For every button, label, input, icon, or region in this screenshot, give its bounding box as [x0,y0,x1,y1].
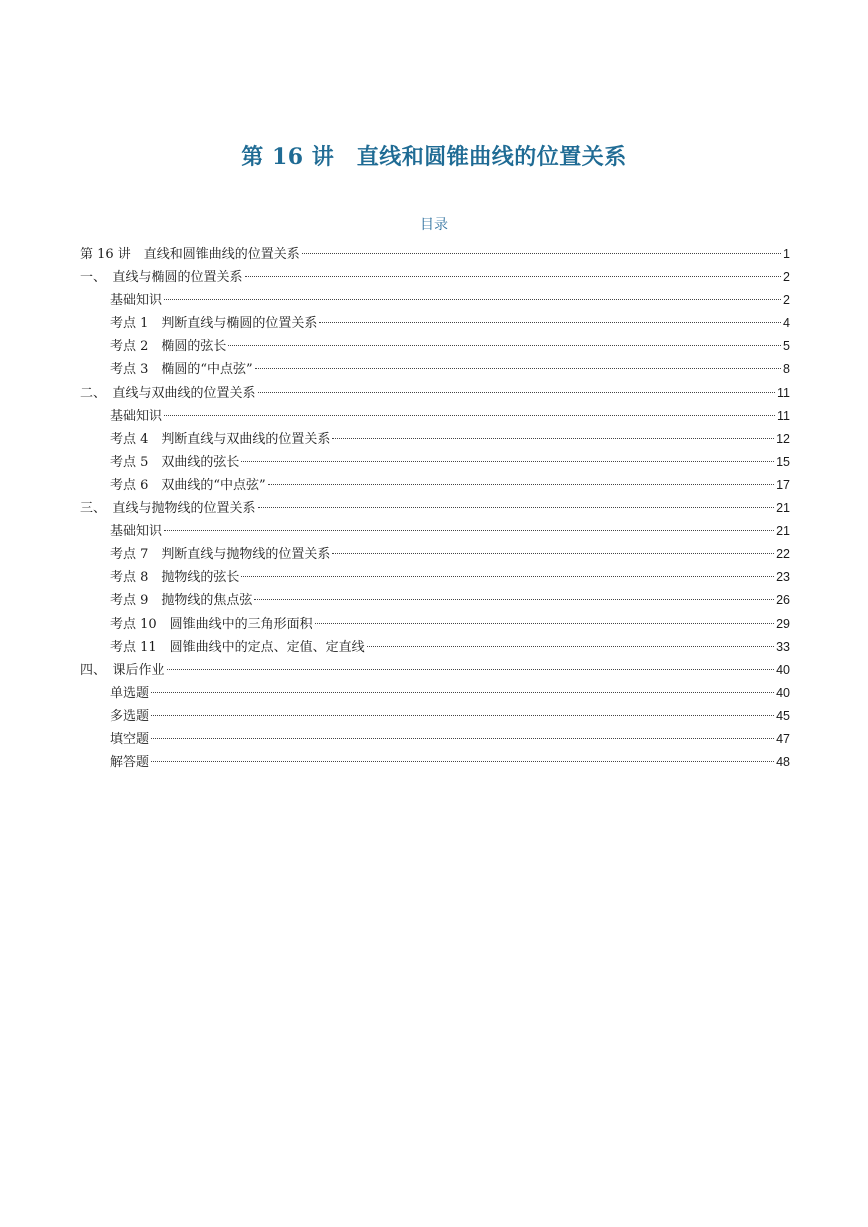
toc-entry-page: 45 [776,708,790,723]
toc-entry[interactable] [80,566,790,589]
toc-entry-page: 11 [777,385,790,400]
toc-entry-label: 基础知识 [110,408,163,424]
toc-entry-page: 17 [776,477,790,492]
toc-leader [255,368,781,369]
toc-entry-page: 8 [783,362,790,377]
toc-entry-page: 21 [776,501,790,516]
toc-entry-label: 考点 6 双曲线的“中点弦” [110,477,266,493]
table-of-contents [80,243,790,774]
toc-leader [164,415,775,416]
toc-entry-label: 第 16 讲 直线和圆锥曲线的位置关系 [80,247,300,262]
toc-entry[interactable] [80,358,790,381]
toc-leader [254,599,774,600]
toc-entry-page: 11 [777,408,790,423]
toc-leader [268,484,774,485]
toc-entry-page: 1 [783,247,790,261]
toc-entry-page: 12 [776,431,790,446]
toc-entry[interactable] [80,243,790,266]
toc-leader [332,438,774,439]
toc-entry-page: 26 [776,593,790,608]
toc-entry-label: 二、 直线与双曲线的位置关系 [80,385,256,401]
toc-entry-label: 考点 10 圆锥曲线中的三角形面积 [110,616,313,632]
toc-leader [258,507,775,508]
toc-entry[interactable] [80,705,790,728]
toc-leader [164,299,781,300]
toc-entry[interactable] [80,289,790,312]
toc-leader [151,761,774,762]
toc-entry[interactable] [80,382,790,405]
toc-entry[interactable] [80,520,790,543]
toc-entry-label: 考点 7 判断直线与抛物线的位置关系 [110,547,331,563]
toc-entry[interactable] [80,335,790,358]
toc-entry[interactable] [80,405,790,428]
toc-entry-page: 5 [783,339,790,354]
toc-entry-page: 33 [776,639,790,654]
toc-entry[interactable] [80,682,790,705]
toc-leader [151,715,774,716]
toc-leader [315,623,774,624]
toc-entry-label: 一、 直线与椭圆的位置关系 [80,270,243,286]
toc-entry-label: 考点 9 抛物线的焦点弦 [110,593,253,609]
toc-entry[interactable] [80,636,790,659]
toc-leader [302,253,781,254]
toc-entry-label: 单选题 [110,685,150,701]
toc-entry[interactable] [80,589,790,612]
toc-entry[interactable] [80,728,790,751]
toc-entry-label: 考点 2 椭圆的弦长 [110,339,227,355]
toc-entry-page: 15 [776,454,790,469]
toc-leader [367,646,774,647]
toc-entry-page: 2 [783,293,790,308]
toc-entry[interactable] [80,266,790,289]
toc-entry[interactable] [80,659,790,682]
toc-entry-label: 考点 1 判断直线与椭圆的位置关系 [110,316,318,332]
toc-entry-label: 三、 直线与抛物线的位置关系 [80,501,256,517]
toc-entry-page: 23 [776,570,790,585]
toc-entry[interactable] [80,428,790,451]
toc-leader [245,276,782,277]
toc-entry-page: 2 [783,270,790,285]
toc-leader [319,322,781,323]
toc-leader [228,345,781,346]
toc-heading: 目录 [420,217,448,233]
toc-leader [167,669,775,670]
toc-entry[interactable] [80,543,790,566]
toc-entry-label: 考点 8 抛物线的弦长 [110,570,240,586]
toc-entry-label: 考点 4 判断直线与双曲线的位置关系 [110,431,331,447]
toc-entry-label: 基础知识 [110,293,163,309]
toc-entry-page: 29 [776,616,790,631]
toc-entry-label: 考点 11 圆锥曲线中的定点、定值、定直线 [110,639,365,655]
toc-entry[interactable] [80,312,790,335]
toc-entry-page: 47 [776,731,790,746]
toc-entry-page: 40 [776,662,790,677]
toc-entry[interactable] [80,613,790,636]
toc-leader [241,461,774,462]
toc-entry[interactable] [80,451,790,474]
toc-entry[interactable] [80,474,790,497]
toc-leader [151,692,774,693]
toc-entry[interactable] [80,751,790,774]
page-title: 第 16 讲 直线和圆锥曲线的位置关系 [241,144,627,170]
toc-entry-label: 多选题 [110,708,150,724]
toc-entry-page: 21 [776,524,790,539]
toc-entry-label: 填空题 [110,731,150,747]
toc-leader [332,553,774,554]
toc-leader [241,576,774,577]
toc-entry-label: 四、 课后作业 [80,662,165,678]
toc-entry-page: 40 [776,685,790,700]
toc-entry[interactable] [80,497,790,520]
toc-entry-label: 考点 3 椭圆的“中点弦” [110,362,253,378]
toc-leader [164,530,774,531]
toc-entry-page: 48 [776,755,790,770]
toc-entry-label: 考点 5 双曲线的弦长 [110,454,240,470]
toc-entry-label: 基础知识 [110,524,163,540]
toc-leader [258,392,776,393]
toc-entry-page: 22 [776,547,790,562]
toc-entry-page: 4 [783,316,790,331]
toc-entry-label: 解答题 [110,755,150,771]
toc-leader [151,738,774,739]
